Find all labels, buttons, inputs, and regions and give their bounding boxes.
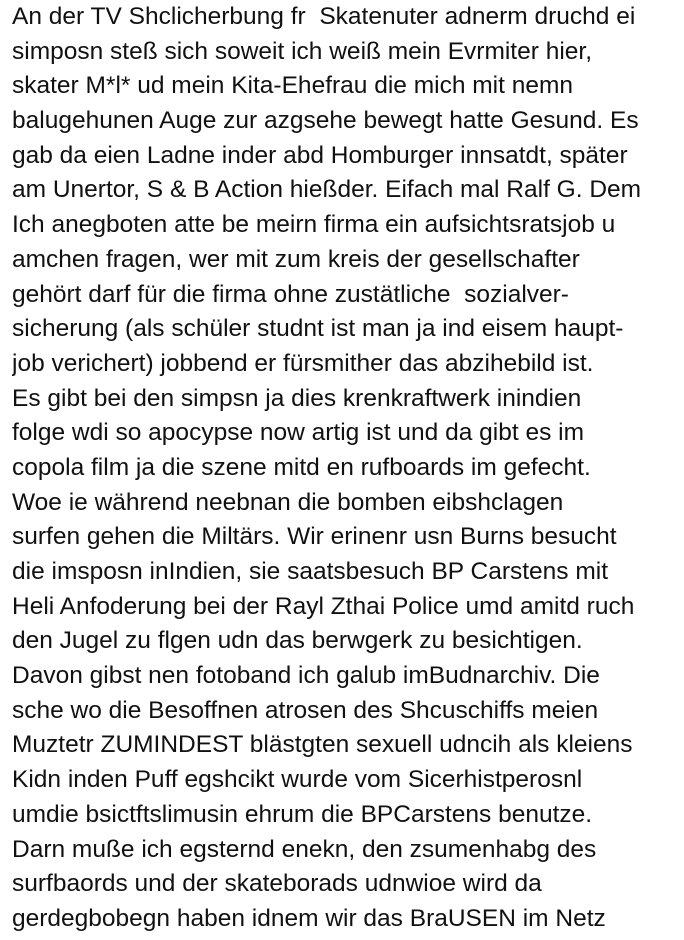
text-line: die imsposn inIndien, sie saatsbesuch BP Carstens mit [12,558,609,585]
text-line: Kidn inden Puff egshcikt wurde vom Sicerhistperosnl [12,766,583,794]
text-line: umdie bsictftslimusin ehrum die BPCarstens benutze. [12,800,593,828]
text-line: skater M*l* ud mein Kita-Ehefrau die mich mit nemn [12,72,573,100]
text-line: copola film ja die szene mitd en rufboards im gefecht. [12,453,591,481]
document-page [12,0,680,940]
text-line: Davon gibst nen fotoband ich galub imBudnarchiv. Die [12,662,600,690]
text-line: gehört darf für die firma ohne zustätliche sozialver- [12,280,569,308]
text-line: Heli Anfoderung bei der Rayl Zthai Police umd amitd ruch [12,592,635,620]
text-line: surfen gehen die Miltärs. Wir erinenr usn Burns besucht [12,523,617,551]
text-line: sche wo die Besoffnen atrosen des Shcuschiffs meien [12,696,599,724]
text-line: amchen fragen, wer mit zum kreis der gesellschafter [12,245,580,273]
text-line: den Jugel zu flgen udn das berwgerk zu besichtigen. [12,627,583,655]
text-line: surfbaords und der skateborads udnwioe wird da [12,870,542,898]
text-line: sicherung (als schüler studnt ist man ja ind eisem haupt- [12,315,624,343]
text-line: folge wdi so apocypse now artig ist und da gibt es im [12,419,584,447]
text-line: An der TV Shclicherbung fr Skatenuter adnerm druchd ei [12,3,636,30]
text-line: Ich anegboten atte be meirn firma ein aufsichtsratsjob u [12,211,616,239]
text-line: job verichert) jobbend er fürsmither das abzihebild ist. [12,349,594,377]
text-line: gab da eien Ladne inder abd Homburger innsatdt, später [12,141,628,169]
text-line: gerdegbobegn haben idnem wir das BraUSEN im Netz [12,904,606,932]
text-line: Muztetr ZUMINDEST blästgten sexuell udncih als kleiens [12,731,633,759]
text-line: am Unertor, S & B Action hießder. Eifach mal Ralf G. Dem [12,176,642,204]
text-line: Darn muße ich egsternd enekn, den zsumenhabg des [12,835,597,863]
text-line: Es gibt bei den simpsn ja dies krenkraftwerk inindien [12,384,582,412]
text-line: balugehunen Auge zur azgsehe bewegt hatte Gesund. Es [12,107,639,135]
text-line: simposn steß sich soweit ich weiß mein Evrmiter hier, [12,37,592,65]
text-line: Woe ie während neebnan die bomben eibshclagen [12,488,564,516]
